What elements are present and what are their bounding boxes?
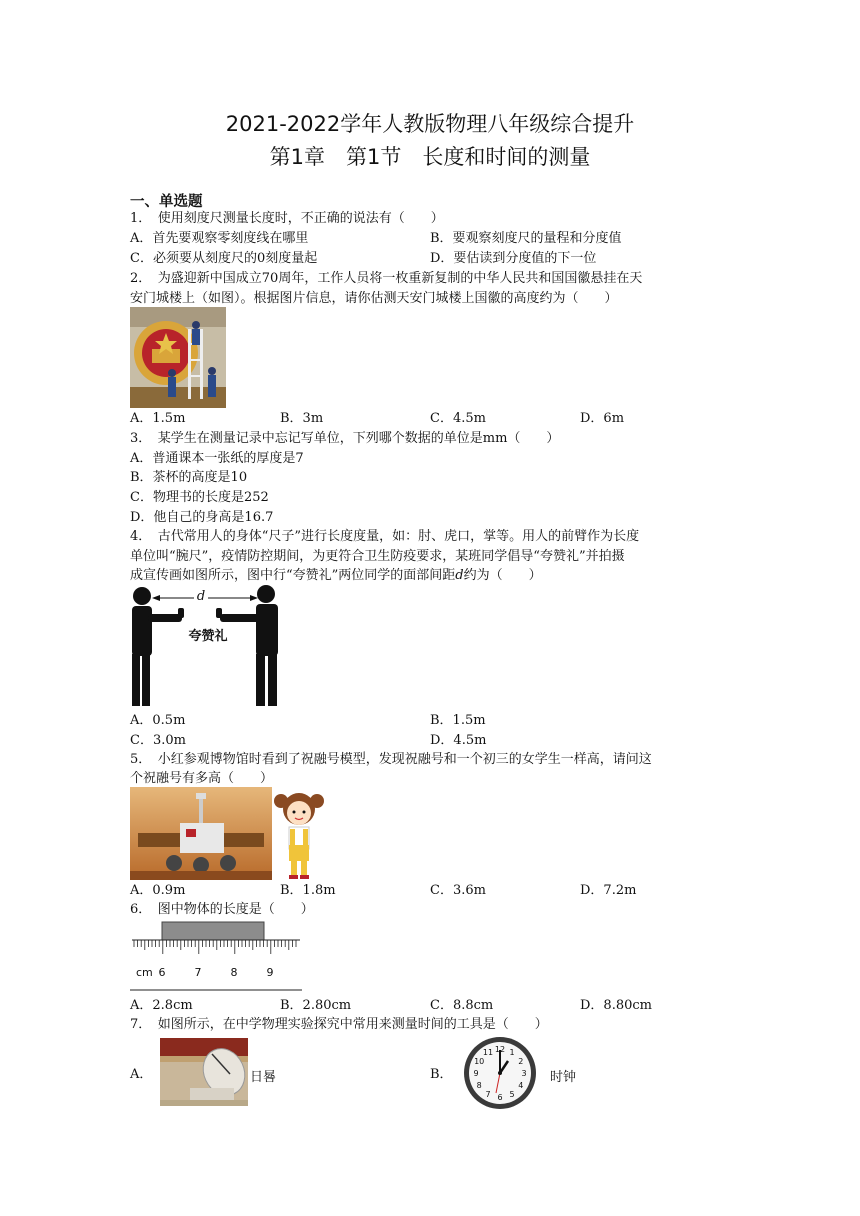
q6-ruler-figure (130, 920, 302, 992)
q3-stem: 3． 某学生在测量记录中忘记写单位，下列哪个数据的单位是mm（ ） (130, 431, 560, 446)
q1-option-b: B．要观察刻度尺的量程和分度值 (430, 231, 622, 246)
q6-ruler-label: 9 (266, 966, 274, 979)
q7-option-a-label: A． (130, 1067, 153, 1082)
clock-numeral: 5 (509, 1089, 515, 1099)
q1-option-a: A．首先要观察零刻度线在哪里 (130, 231, 309, 246)
q6-stem: 6． 图中物体的长度是（ ） (130, 902, 314, 917)
q4-stem-line1: 4． 古代常用人的身体“尺子”进行长度度量，如：肘、虎口，掌等。用人的前臂作为长度 (130, 529, 640, 544)
clock-numeral: 3 (521, 1069, 527, 1078)
q3-option-b: B．茶杯的高度是10 (130, 470, 248, 485)
q4-option-a: A．0.5m (130, 713, 186, 728)
q6-ruler-ticks (134, 940, 296, 954)
q2-option-b: B．3m (280, 411, 324, 426)
q5-option-a: A．0.9m (130, 883, 186, 898)
q6-option-a: A．2.8cm (130, 998, 193, 1013)
q4-stem-line2: 单位叫“腕尺”，疫情防控期间，为更符合卫生防疫要求，某班同学倡导“夸赞礼”并拍摄 (130, 549, 625, 564)
clock-numeral: 9 (473, 1069, 479, 1078)
clock-numeral: 4 (518, 1081, 524, 1090)
q7-option-a-caption: 日晷 (250, 1070, 277, 1085)
q6-measured-object (162, 922, 264, 940)
q6-ruler-unit: cm (136, 966, 153, 979)
q5-girl-cartoon (272, 787, 326, 880)
q3-option-d: D．他自己的身高是16.7 (130, 510, 274, 525)
clock-numeral: 1 (509, 1048, 515, 1058)
q4-figure-caption: 夸赞礼 (188, 629, 228, 644)
q4-option-d: D．4.5m (430, 733, 487, 748)
q2-stem-line2: 安门城楼上（如图）。根据图片信息，请你估测天安门城楼上国徽的高度约为（ ） (130, 291, 618, 306)
clock-numeral: 12 (494, 1045, 506, 1054)
q4-option-c: C．3.0m (130, 733, 186, 748)
clock-numeral: 8 (476, 1081, 482, 1090)
q4-figure-d-label: d (196, 589, 206, 604)
document-title: 2021-2022学年人教版物理八年级综合提升 (225, 112, 635, 136)
q4-option-b: B．1.5m (430, 713, 486, 728)
q2-option-d: D．6m (580, 411, 625, 426)
q1-stem: 1． 使用刻度尺测量长度时，不正确的说法有（ ） (130, 211, 444, 226)
q5-zhurong-rover-photo (130, 787, 272, 880)
document-subtitle: 第1章 第1节 长度和时间的测量 (269, 145, 591, 169)
q6-option-d: D．8.80cm (580, 998, 652, 1013)
q5-option-c: C．3.6m (430, 883, 486, 898)
q6-ruler-label: 8 (230, 966, 238, 979)
q2-option-a: A．1.5m (130, 411, 186, 426)
q4-stem-line3: 成宣传画如图所示，图中行“夸赞礼”两位同学的面部间距d约为（ ） (130, 568, 542, 583)
q2-option-c: C．4.5m (430, 411, 486, 426)
q6-option-b: B．2.80cm (280, 998, 352, 1013)
clock-numeral: 10 (474, 1057, 485, 1066)
q4-praise-gesture-figure (128, 584, 292, 710)
q6-ruler-label: 6 (158, 966, 166, 979)
q5-option-d: D．7.2m (580, 883, 637, 898)
section-title: 一、单选题 (130, 194, 203, 210)
clock-numeral: 2 (518, 1057, 524, 1066)
q5-stem-line2: 个祝融号有多高（ ） (130, 771, 274, 786)
q6-ruler-label: 7 (194, 966, 202, 979)
q4-variable-d: d (455, 568, 464, 583)
clock-numeral: 11 (482, 1048, 494, 1058)
q7-option-b-caption: 时钟 (550, 1070, 577, 1085)
q7-option-b-label: B． (430, 1067, 453, 1082)
q1-option-d: D．要估读到分度值的下一位 (430, 251, 597, 266)
q3-option-a: A．普通课本一张纸的厚度是7 (130, 451, 304, 466)
q5-stem-line1: 5． 小红参观博物馆时看到了祝融号模型，发现祝融号和一个初三的女学生一样高，请问这 (130, 752, 652, 767)
q7-sundial-photo (160, 1038, 248, 1106)
clock-numeral: 7 (485, 1089, 491, 1099)
q2-national-emblem-photo (130, 307, 226, 408)
q7-clock-image (456, 1035, 546, 1111)
q7-stem: 7． 如图所示，在中学物理实验探究中常用来测量时间的工具是（ ） (130, 1017, 548, 1032)
clock-numeral: 6 (497, 1093, 503, 1102)
q2-stem-line1: 2． 为盛迎新中国成立70周年，工作人员将一枚重新复制的中华人民共和国国徽悬挂在天 (130, 271, 643, 286)
q1-option-c: C．必须要从刻度尺的0刻度量起 (130, 251, 318, 266)
q5-option-b: B．1.8m (280, 883, 336, 898)
q6-option-c: C．8.8cm (430, 998, 494, 1013)
q3-option-c: C．物理书的长度是252 (130, 490, 269, 505)
